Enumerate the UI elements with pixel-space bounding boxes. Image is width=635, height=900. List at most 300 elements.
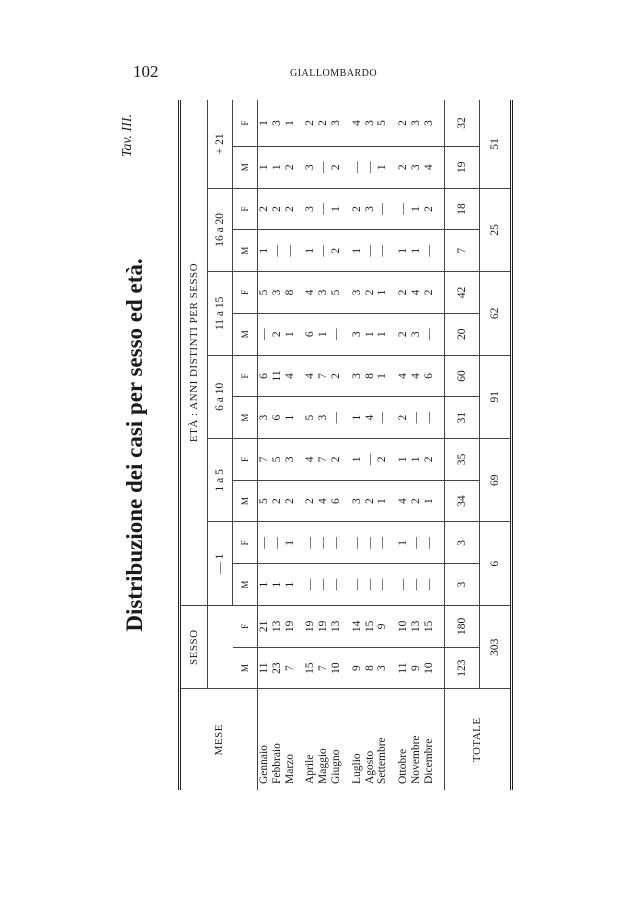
gap-cell (436, 647, 445, 689)
gap-cell (389, 272, 397, 314)
gap-cell (343, 100, 351, 146)
total-cell: 18 (444, 188, 479, 230)
gap-cell (296, 480, 304, 522)
table-cell: — (376, 397, 389, 439)
gap-cell (296, 230, 304, 272)
table-cell: 19 (284, 605, 297, 647)
total-cell: 32 (444, 100, 479, 146)
gap-cell (343, 313, 351, 355)
table-cell: 2 (423, 439, 436, 481)
table-cell: 2 (304, 480, 317, 522)
male-header: M (233, 313, 258, 355)
table-cell: 6 (258, 355, 271, 397)
table-cell: 11 (397, 647, 410, 689)
gap-cell (436, 230, 445, 272)
total-cell: 3 (444, 564, 479, 606)
gap-cell (436, 397, 445, 439)
table-cell: — (351, 564, 364, 606)
table-cell: 2 (397, 100, 410, 146)
female-header: F (233, 355, 258, 397)
table-cell: 6 (423, 355, 436, 397)
table-cell: 1 (376, 146, 389, 188)
table-cell: 2 (351, 188, 364, 230)
table-cell: 1 (410, 230, 423, 272)
table-cell: 1 (397, 439, 410, 481)
table-label: Tav. III. (120, 114, 135, 158)
gap-cell (296, 397, 304, 439)
table-cell: 2 (397, 397, 410, 439)
table-cell: 13 (410, 605, 423, 647)
gap-cell (343, 605, 351, 647)
table-cell: — (284, 230, 297, 272)
gap-cell (343, 689, 351, 790)
gap-cell (436, 439, 445, 481)
table-cell: 9 (410, 647, 423, 689)
table-cell: 4 (351, 100, 364, 146)
table-cell: 2 (284, 188, 297, 230)
age-group-header: 11 a 15 (208, 272, 233, 355)
table-cell: 15 (304, 647, 317, 689)
table-cell: 2 (397, 272, 410, 314)
table-cell: 1 (330, 188, 343, 230)
table-cell: 1 (304, 230, 317, 272)
table-cell: 3 (351, 313, 364, 355)
table-cell: 23 (271, 647, 284, 689)
table-cell: — (351, 522, 364, 564)
table-cell: 1 (284, 397, 297, 439)
month-label: Ottobre (397, 748, 410, 784)
table-cell: 7 (258, 439, 271, 481)
gap-cell (343, 480, 351, 522)
table-cell: 2 (304, 100, 317, 146)
age-group-header: 1 a 5 (208, 439, 233, 522)
gap-cell (343, 397, 351, 439)
table-cell: 2 (410, 480, 423, 522)
table-row (317, 100, 330, 790)
eta-header: ETÀ : ANNI DISTINTI PER SESSO (180, 100, 208, 605)
table-cell: 4 (364, 397, 377, 439)
age-group-header: 16 a 20 (208, 188, 233, 271)
female-header: F (233, 605, 258, 647)
total-cell: 60 (444, 355, 479, 397)
table-cell: — (317, 188, 330, 230)
totale-label: TOTALE (444, 689, 511, 790)
table-cell: 3 (410, 313, 423, 355)
table-cell: 1 (351, 230, 364, 272)
gap-cell (389, 605, 397, 647)
gap-cell (436, 313, 445, 355)
table-cell: — (317, 146, 330, 188)
table-cell: — (397, 564, 410, 606)
distribution-table (178, 100, 513, 790)
total-cell: 20 (444, 313, 479, 355)
gap-cell (296, 564, 304, 606)
table-cell: — (304, 564, 317, 606)
table-cell: 3 (410, 100, 423, 146)
gap-cell (343, 647, 351, 689)
gap-cell (436, 480, 445, 522)
table-cell: 2 (258, 188, 271, 230)
table-cell: 13 (271, 605, 284, 647)
table-cell: 2 (364, 272, 377, 314)
table-cell: 6 (330, 480, 343, 522)
table-cell: — (330, 564, 343, 606)
table-cell: 4 (410, 355, 423, 397)
female-header: F (233, 100, 258, 146)
table-cell: 19 (317, 605, 330, 647)
table-cell: 4 (304, 439, 317, 481)
table-cell: 15 (423, 605, 436, 647)
table-cell: 9 (351, 647, 364, 689)
table-cell: 3 (351, 272, 364, 314)
table-cell: 15 (364, 605, 377, 647)
table-cell: 10 (397, 605, 410, 647)
gap-cell (389, 313, 397, 355)
table-cell: 2 (330, 355, 343, 397)
total-cell: 123 (444, 647, 479, 689)
table-cell: — (376, 522, 389, 564)
gap-cell (389, 480, 397, 522)
gap-cell (343, 564, 351, 606)
month-label: Marzo (283, 753, 296, 784)
table-cell: 2 (423, 272, 436, 314)
mese-header: MESE (180, 689, 258, 790)
table-cell: 3 (364, 188, 377, 230)
table-cell: 2 (364, 480, 377, 522)
total-sum-cell: 51 (479, 100, 511, 188)
male-header: M (233, 647, 258, 689)
table-cell: 5 (304, 397, 317, 439)
table-cell: 3 (410, 146, 423, 188)
table-cell: — (330, 522, 343, 564)
table-cell: 8 (284, 272, 297, 314)
table-cell: — (423, 522, 436, 564)
table-cell: 3 (423, 100, 436, 146)
table-row (351, 100, 364, 790)
table-cell: 2 (397, 146, 410, 188)
table-cell: 7 (317, 439, 330, 481)
table-cell: 6 (271, 397, 284, 439)
table-cell: 2 (284, 480, 297, 522)
table-cell: 1 (271, 564, 284, 606)
table-cell: 4 (397, 480, 410, 522)
month-label: Settembre (376, 737, 389, 784)
gap-cell (296, 313, 304, 355)
age-group-header: — 1 (208, 522, 233, 605)
table-cell: 4 (410, 272, 423, 314)
table-cell: 2 (284, 146, 297, 188)
table-cell: 8 (364, 355, 377, 397)
table-cell: 5 (258, 480, 271, 522)
gap-cell (389, 689, 397, 790)
table-cell: 4 (284, 355, 297, 397)
total-sum-cell: 25 (479, 188, 511, 271)
table-cell: 19 (304, 605, 317, 647)
gap-cell (389, 522, 397, 564)
table-row (304, 100, 317, 790)
table-cell: 3 (351, 480, 364, 522)
table-cell: — (304, 522, 317, 564)
table-row (271, 100, 284, 790)
table-row (410, 100, 423, 790)
total-cell: 31 (444, 397, 479, 439)
total-cell: 3 (444, 522, 479, 564)
table-cell: 1 (284, 313, 297, 355)
gap-cell (343, 439, 351, 481)
male-header: M (233, 564, 258, 606)
total-sum-cell: 6 (479, 522, 511, 605)
table-cell: 1 (376, 272, 389, 314)
gap-cell (296, 355, 304, 397)
total-sum-cell: 69 (479, 439, 511, 522)
table-cell: 3 (258, 397, 271, 439)
table-cell: 3 (317, 397, 330, 439)
table-cell: 1 (364, 313, 377, 355)
table-cell: 2 (317, 100, 330, 146)
month-label: Aprile (304, 754, 317, 784)
gap-cell (436, 146, 445, 188)
table-cell: 3 (351, 355, 364, 397)
gap-cell (343, 355, 351, 397)
gap-cell (389, 100, 397, 146)
table-cell: — (317, 522, 330, 564)
table-cell: 1 (258, 146, 271, 188)
gap-cell (389, 188, 397, 230)
total-sum-cell: 62 (479, 272, 511, 355)
gap-cell (296, 100, 304, 146)
table-row (376, 100, 389, 790)
sesso-spacer (208, 605, 233, 688)
table-cell: — (364, 522, 377, 564)
table-cell: 4 (304, 355, 317, 397)
table-cell: — (317, 230, 330, 272)
month-label: Febbraio (270, 743, 283, 784)
gap-cell (343, 146, 351, 188)
rotated-table-block (118, 100, 566, 790)
table-cell: 5 (258, 272, 271, 314)
gap-cell (389, 397, 397, 439)
table-cell: 1 (351, 397, 364, 439)
table-cell: 7 (317, 647, 330, 689)
table-row (397, 100, 410, 790)
table-cell: — (364, 439, 377, 481)
table-cell: 3 (330, 100, 343, 146)
gap-cell (343, 230, 351, 272)
table-cell: 2 (330, 230, 343, 272)
month-label: Giugno (329, 749, 342, 784)
table-cell: 1 (397, 522, 410, 564)
table-cell: 1 (397, 230, 410, 272)
gap-cell (296, 272, 304, 314)
total-cell: 7 (444, 230, 479, 272)
page-number: 102 (133, 62, 159, 81)
table-cell: — (410, 397, 423, 439)
table-cell: 2 (330, 146, 343, 188)
table-cell: 3 (304, 146, 317, 188)
table-cell: — (364, 564, 377, 606)
table-cell: 5 (271, 439, 284, 481)
table-row (284, 100, 297, 790)
total-cell: 34 (444, 480, 479, 522)
table-cell: 1 (284, 522, 297, 564)
month-label: Dicembre (422, 738, 435, 784)
gap-cell (389, 564, 397, 606)
table-cell: — (423, 230, 436, 272)
gap-cell (389, 647, 397, 689)
gap-cell (436, 564, 445, 606)
gap-cell (436, 188, 445, 230)
table-cell: 3 (284, 439, 297, 481)
table-cell: 1 (258, 564, 271, 606)
table-cell: — (271, 230, 284, 272)
month-label: Novembre (409, 735, 422, 784)
table-row (258, 100, 271, 790)
table-cell: 2 (397, 313, 410, 355)
age-group-header: 6 a 10 (208, 355, 233, 438)
male-header: M (233, 230, 258, 272)
table-cell: 1 (351, 439, 364, 481)
table-cell: 3 (271, 100, 284, 146)
table-cell: — (258, 522, 271, 564)
gap-cell (436, 355, 445, 397)
table-cell: 3 (376, 647, 389, 689)
table-cell: 1 (376, 480, 389, 522)
table-cell: 1 (423, 480, 436, 522)
gap-cell (343, 522, 351, 564)
gap-cell (436, 522, 445, 564)
table-cell: 3 (271, 272, 284, 314)
table-cell: 10 (423, 647, 436, 689)
gap-cell (296, 522, 304, 564)
table-cell: 7 (284, 647, 297, 689)
table-cell: 5 (376, 100, 389, 146)
male-header: M (233, 146, 258, 188)
table-cell: 4 (304, 272, 317, 314)
table-cell: — (423, 313, 436, 355)
table-cell: 1 (258, 230, 271, 272)
table-cell: 4 (317, 480, 330, 522)
gap-cell (436, 100, 445, 146)
female-header: F (233, 188, 258, 230)
table-row (330, 100, 343, 790)
gap-cell (296, 439, 304, 481)
table-cell: 1 (376, 313, 389, 355)
table-cell: 2 (271, 188, 284, 230)
table-cell: — (351, 146, 364, 188)
table-cell: 11 (271, 355, 284, 397)
table-cell: 1 (284, 100, 297, 146)
table-cell: 2 (330, 439, 343, 481)
table-cell: 14 (351, 605, 364, 647)
table-cell: 3 (317, 272, 330, 314)
table-cell: — (271, 522, 284, 564)
table-row (364, 100, 377, 790)
total-cell: 19 (444, 146, 479, 188)
table-cell: — (423, 397, 436, 439)
gap-cell (436, 605, 445, 647)
table-cell: — (376, 188, 389, 230)
table-cell: — (330, 313, 343, 355)
gap-cell (343, 272, 351, 314)
table-cell: 11 (258, 647, 271, 689)
gap-cell (436, 689, 445, 790)
table-cell: 4 (423, 146, 436, 188)
table-row (423, 100, 436, 790)
female-header: F (233, 272, 258, 314)
table-cell: 8 (364, 647, 377, 689)
table-cell: 2 (423, 188, 436, 230)
month-label: Luglio (350, 753, 363, 784)
female-header: F (233, 522, 258, 564)
gap-cell (296, 647, 304, 689)
table-cell: 3 (304, 188, 317, 230)
table-cell: 13 (330, 605, 343, 647)
gap-cell (389, 439, 397, 481)
gap-cell (296, 605, 304, 647)
gap-cell (296, 146, 304, 188)
male-header: M (233, 397, 258, 439)
table-cell: — (410, 564, 423, 606)
table-cell: 21 (258, 605, 271, 647)
table-title: Distribuzione dei casi per sesso ed età. (122, 258, 147, 632)
table-cell: — (397, 188, 410, 230)
table-cell: 2 (271, 313, 284, 355)
table-cell: 3 (364, 100, 377, 146)
gap-cell (389, 355, 397, 397)
table-cell: — (410, 522, 423, 564)
table-cell: 2 (271, 480, 284, 522)
gap-cell (343, 188, 351, 230)
table-cell: — (317, 564, 330, 606)
total-sum-cell: 303 (479, 605, 511, 688)
month-label: Maggio (317, 748, 330, 784)
table-cell: 1 (410, 439, 423, 481)
table-cell: — (364, 230, 377, 272)
table-cell: 1 (376, 355, 389, 397)
table-cell: 5 (330, 272, 343, 314)
total-sum-cell: 91 (479, 355, 511, 438)
table-cell: — (376, 564, 389, 606)
table-cell: 1 (317, 313, 330, 355)
month-label: Agosto (363, 750, 376, 784)
total-cell: 42 (444, 272, 479, 314)
table-cell: 6 (304, 313, 317, 355)
table-cell: — (423, 564, 436, 606)
table-cell: — (376, 230, 389, 272)
table-cell: 7 (317, 355, 330, 397)
gap-cell (389, 230, 397, 272)
table-cell: 4 (397, 355, 410, 397)
total-cell: 180 (444, 605, 479, 647)
table-cell: 1 (271, 146, 284, 188)
female-header: F (233, 439, 258, 481)
table-cell: 1 (410, 188, 423, 230)
table-cell: — (364, 146, 377, 188)
table-cell: — (258, 313, 271, 355)
running-head: GIALLOMBARDO (290, 68, 378, 79)
month-label: Gennaio (258, 745, 270, 784)
male-header: M (233, 480, 258, 522)
total-cell: 35 (444, 439, 479, 481)
table-cell: — (330, 397, 343, 439)
gap-cell (296, 188, 304, 230)
table-cell: 1 (284, 564, 297, 606)
age-group-header: + 21 (208, 100, 233, 188)
table-cell: 10 (330, 647, 343, 689)
gap-cell (389, 146, 397, 188)
sesso-header: SESSO (180, 605, 208, 688)
table-cell: 1 (258, 100, 271, 146)
